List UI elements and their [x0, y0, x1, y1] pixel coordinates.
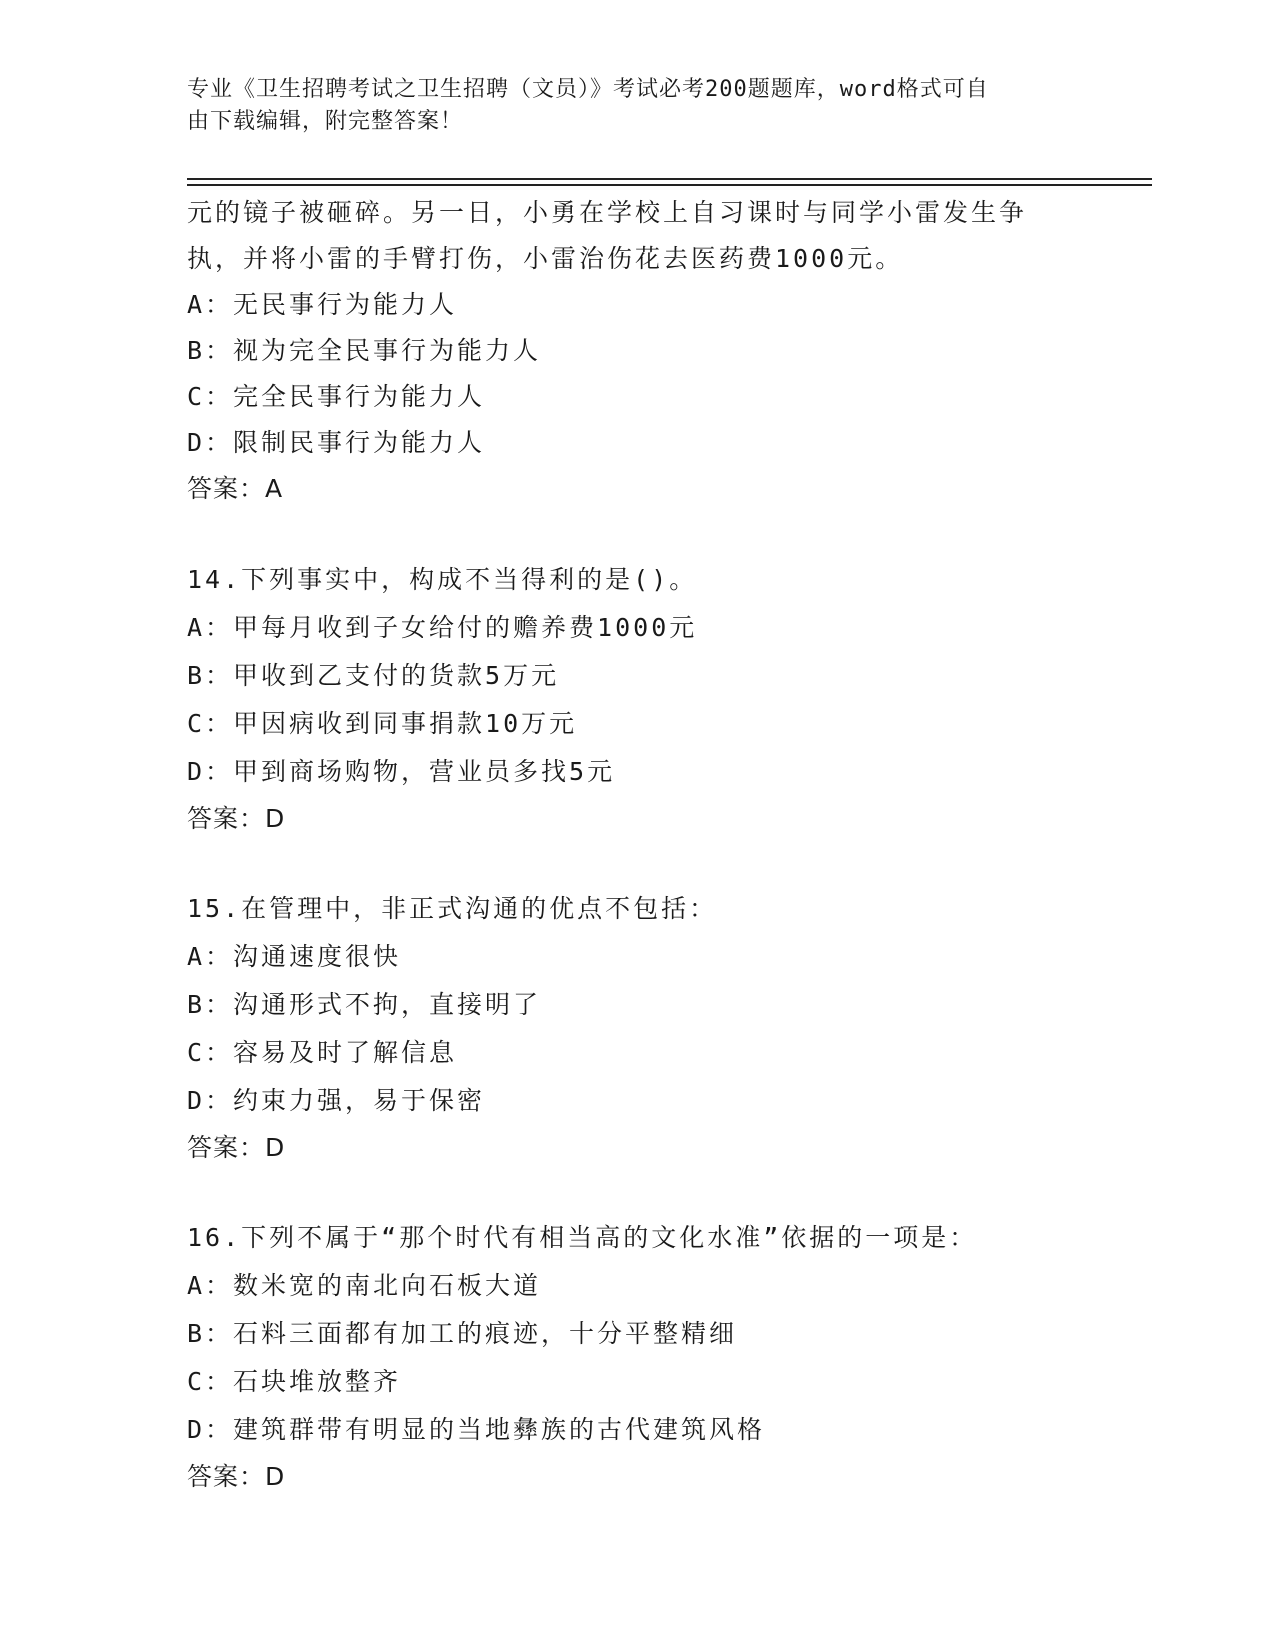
spacer	[187, 512, 1087, 556]
question-stem: 14.下列事实中，构成不当得利的是()。	[187, 565, 698, 594]
option-c: C：容易及时了解信息	[187, 1038, 458, 1067]
option-d: D：甲到商场购物，营业员多找5元	[187, 757, 616, 786]
question-text-line: 执，并将小雷的手臂打伤，小雷治伤花去医药费1000元。	[187, 244, 904, 273]
answer-line: 答案：A	[187, 474, 284, 503]
option-c: C：甲因病收到同事捐款10万元	[187, 709, 578, 738]
spacer	[187, 1170, 1087, 1214]
option-b: B：甲收到乙支付的货款5万元	[187, 661, 560, 690]
answer-line: 答案：D	[187, 1462, 286, 1491]
spacer	[187, 841, 1087, 885]
question-stem: 15.在管理中，非正式沟通的优点不包括：	[187, 894, 718, 923]
question-text-line: 元的镜子被砸碎。另一日，小勇在学校上自习课时与同学小雷发生争	[187, 198, 1028, 227]
option-c: C：石块堆放整齐	[187, 1367, 402, 1396]
option-b: B：视为完全民事行为能力人	[187, 336, 542, 365]
option-d: D：约束力强，易于保密	[187, 1086, 486, 1115]
question-content	[187, 190, 1087, 1499]
option-a: A：无民事行为能力人	[187, 290, 458, 319]
document-header	[187, 74, 1067, 138]
header-rule-top	[187, 178, 1152, 180]
option-a: A：数米宽的南北向石板大道	[187, 1271, 542, 1300]
question-16	[187, 1214, 1087, 1499]
option-d: D：建筑群带有明显的当地彝族的古代建筑风格	[187, 1415, 766, 1444]
answer-line: 答案：D	[187, 804, 286, 833]
option-a: A：沟通速度很快	[187, 942, 402, 971]
question-15	[187, 885, 1087, 1170]
header-line-2: 由下载编辑，附完整答案！	[187, 109, 464, 134]
header-rule-bottom	[187, 184, 1152, 186]
option-b: B：石料三面都有加工的痕迹，十分平整精细	[187, 1319, 738, 1348]
option-d: D：限制民事行为能力人	[187, 428, 486, 457]
question-14	[187, 556, 1087, 841]
question-13-continuation	[187, 190, 1087, 512]
question-stem: 16.下列不属于“那个时代有相当高的文化水准”依据的一项是：	[187, 1223, 978, 1252]
option-a: A：甲每月收到子女给付的赡养费1000元	[187, 613, 698, 642]
answer-line: 答案：D	[187, 1133, 286, 1162]
option-c: C：完全民事行为能力人	[187, 382, 486, 411]
header-line-1: 专业《卫生招聘考试之卫生招聘（文员）》考试必考200题题库，word格式可自	[187, 77, 989, 102]
option-b: B：沟通形式不拘，直接明了	[187, 990, 542, 1019]
